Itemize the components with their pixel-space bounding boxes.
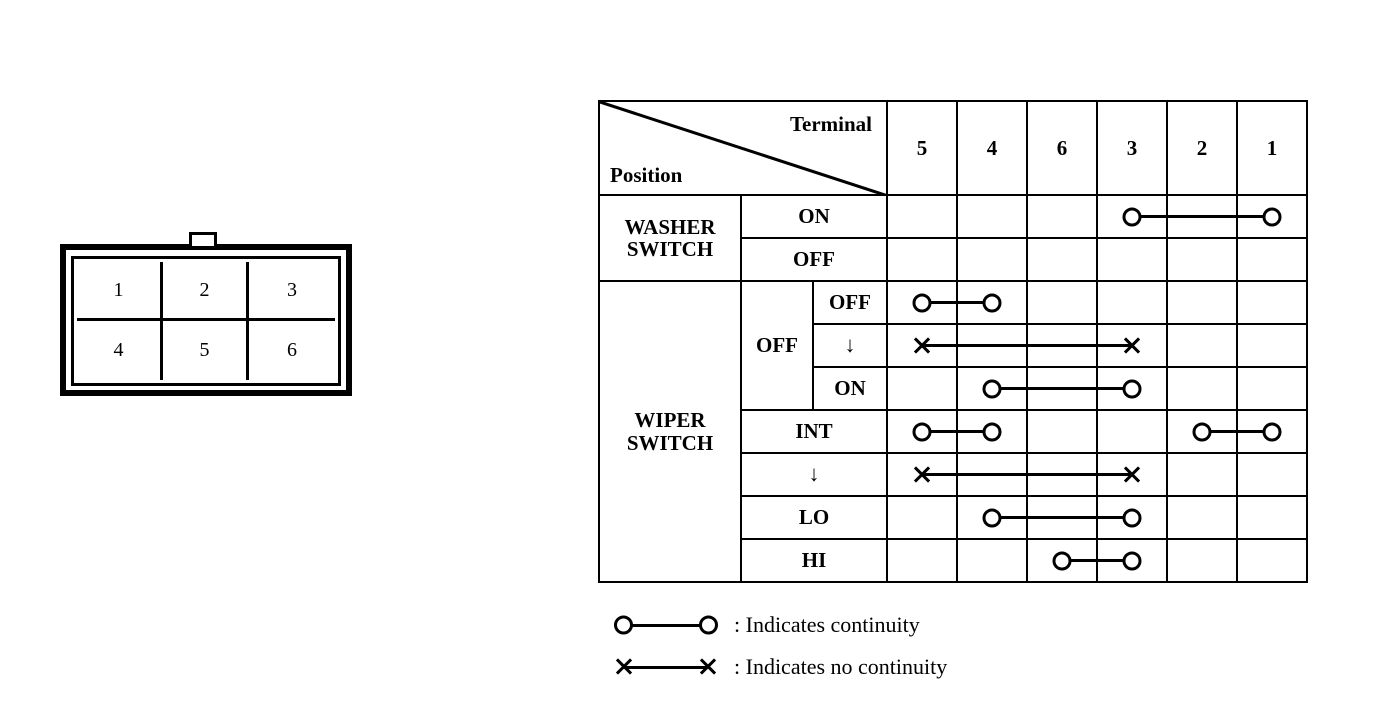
connector-pin-3-label: 3 bbox=[287, 278, 297, 301]
legend-item-no-continuity bbox=[612, 646, 947, 688]
sub-group-label-off: OFF bbox=[741, 281, 813, 410]
connector-pin-3 bbox=[249, 262, 335, 321]
row-label-wiper-mist bbox=[741, 453, 887, 496]
cell-wiper-mist-t2 bbox=[1167, 453, 1237, 496]
cell-wiper-lo-t1 bbox=[1237, 496, 1307, 539]
cell-wiper-off-mist-t5 bbox=[887, 324, 957, 367]
table-row bbox=[599, 195, 1307, 238]
cell-washer-off-t2 bbox=[1167, 238, 1237, 281]
connector-pin-2 bbox=[163, 262, 249, 321]
connector-pin-2-label: 2 bbox=[199, 278, 210, 301]
cell-wiper-lo-t3 bbox=[1097, 496, 1167, 539]
cell-wiper-hi-t4 bbox=[957, 539, 1027, 582]
row-label-wiper-int: INT bbox=[741, 410, 887, 453]
cell-wiper-lo-t2 bbox=[1167, 496, 1237, 539]
continuity-circle-icon bbox=[1123, 551, 1142, 570]
legend-no-continuity-label: : Indicates no continuity bbox=[734, 654, 948, 679]
connector-pin-4 bbox=[77, 321, 163, 380]
no-continuity-line bbox=[1026, 344, 1098, 347]
cell-wiper-hi-t5 bbox=[887, 539, 957, 582]
cell-wiper-hi-t6 bbox=[1027, 539, 1097, 582]
cell-wiper-int-t4 bbox=[957, 410, 1027, 453]
cell-wiper-off-on-t4 bbox=[957, 367, 1027, 410]
cell-wiper-off-off-t6 bbox=[1027, 281, 1097, 324]
cell-wiper-off-off-t5 bbox=[887, 281, 957, 324]
cell-wiper-lo-t5 bbox=[887, 496, 957, 539]
position-axis-label: Position bbox=[610, 163, 683, 187]
row-label-wiper-lo: LO bbox=[741, 496, 887, 539]
continuity-circle-icon bbox=[1193, 422, 1212, 441]
cell-wiper-mist-t1 bbox=[1237, 453, 1307, 496]
continuity-circle-icon bbox=[1123, 379, 1142, 398]
down-arrow-icon: ↓ bbox=[844, 332, 856, 357]
terminal-col-header-2: 2 bbox=[1167, 101, 1237, 195]
cell-wiper-off-mist-t3 bbox=[1097, 324, 1167, 367]
continuity-circle-icon bbox=[983, 422, 1002, 441]
cell-wiper-int-t5 bbox=[887, 410, 957, 453]
cell-washer-off-t4 bbox=[957, 238, 1027, 281]
continuity-table-container bbox=[598, 100, 1308, 583]
connector-locking-tab bbox=[189, 232, 217, 246]
connector-pin-5 bbox=[163, 321, 249, 380]
cell-wiper-off-on-t3 bbox=[1097, 367, 1167, 410]
table-row bbox=[599, 281, 1307, 324]
no-continuity-x-icon bbox=[912, 465, 932, 485]
cell-wiper-off-mist-t2 bbox=[1167, 324, 1237, 367]
cell-wiper-mist-t5 bbox=[887, 453, 957, 496]
cell-wiper-off-off-t3 bbox=[1097, 281, 1167, 324]
no-continuity-x-icon bbox=[1122, 336, 1142, 356]
no-continuity-line bbox=[956, 344, 1028, 347]
row-label-wiper-off-on: ON bbox=[813, 367, 887, 410]
group-label-wiper-switch bbox=[599, 281, 741, 582]
terminal-col-header-4: 4 bbox=[957, 101, 1027, 195]
continuity-circle-icon bbox=[913, 293, 932, 312]
group-label-washer-line1: WASHER bbox=[624, 214, 716, 239]
table-header-row bbox=[599, 101, 1307, 195]
cell-wiper-int-t3 bbox=[1097, 410, 1167, 453]
cell-wiper-hi-t1 bbox=[1237, 539, 1307, 582]
terminal-col-header-5: 5 bbox=[887, 101, 957, 195]
cell-washer-on-t3 bbox=[1097, 195, 1167, 238]
cell-wiper-off-off-t1 bbox=[1237, 281, 1307, 324]
cell-wiper-mist-t6 bbox=[1027, 453, 1097, 496]
continuity-line bbox=[1166, 215, 1238, 218]
cell-washer-off-t5 bbox=[887, 238, 957, 281]
legend-item-continuity bbox=[612, 604, 947, 646]
continuity-circle-icon bbox=[1123, 207, 1142, 226]
connector-pin-1-label: 1 bbox=[113, 278, 124, 301]
continuity-line bbox=[1026, 516, 1098, 519]
row-label-wiper-off-off: OFF bbox=[813, 281, 887, 324]
cell-washer-off-t3 bbox=[1097, 238, 1167, 281]
cell-wiper-int-t6 bbox=[1027, 410, 1097, 453]
terminal-col-header-6: 6 bbox=[1027, 101, 1097, 195]
row-label-wiper-hi: HI bbox=[741, 539, 887, 582]
cell-washer-on-t5 bbox=[887, 195, 957, 238]
cell-wiper-hi-t2 bbox=[1167, 539, 1237, 582]
cell-wiper-mist-t3 bbox=[1097, 453, 1167, 496]
continuity-circle-icon bbox=[1053, 551, 1072, 570]
cell-wiper-off-off-t2 bbox=[1167, 281, 1237, 324]
no-continuity-line bbox=[956, 473, 1028, 476]
cell-wiper-int-t1 bbox=[1237, 410, 1307, 453]
continuity-circle-icon bbox=[1263, 422, 1282, 441]
continuity-circle-icon bbox=[983, 293, 1002, 312]
connector-pin-4-label: 4 bbox=[113, 339, 124, 361]
group-label-washer-switch bbox=[599, 195, 741, 281]
cell-wiper-int-t2 bbox=[1167, 410, 1237, 453]
cell-wiper-off-on-t6 bbox=[1027, 367, 1097, 410]
row-label-washer-on: ON bbox=[741, 195, 887, 238]
terminal-col-header-3: 3 bbox=[1097, 101, 1167, 195]
cell-washer-off-t6 bbox=[1027, 238, 1097, 281]
no-continuity-x-icon bbox=[912, 336, 932, 356]
continuity-circle-icon bbox=[983, 508, 1002, 527]
terminal-axis-label: Terminal bbox=[789, 112, 872, 136]
connector-diagram bbox=[55, 232, 355, 407]
cell-wiper-hi-t3 bbox=[1097, 539, 1167, 582]
cell-washer-on-t1 bbox=[1237, 195, 1307, 238]
cell-wiper-off-on-t2 bbox=[1167, 367, 1237, 410]
cell-wiper-off-off-t4 bbox=[957, 281, 1027, 324]
cell-washer-off-t1 bbox=[1237, 238, 1307, 281]
continuity-circle-icon bbox=[913, 422, 932, 441]
group-label-wiper-line1: WIPER bbox=[634, 408, 706, 433]
cell-wiper-off-on-t5 bbox=[887, 367, 957, 410]
connector-terminal-grid bbox=[77, 262, 335, 380]
cell-wiper-off-mist-t1 bbox=[1237, 324, 1307, 367]
cell-washer-on-t4 bbox=[957, 195, 1027, 238]
connector-pin-1 bbox=[77, 262, 163, 321]
no-continuity-line bbox=[1026, 473, 1098, 476]
cell-wiper-lo-t6 bbox=[1027, 496, 1097, 539]
cell-washer-on-t6 bbox=[1027, 195, 1097, 238]
cell-wiper-off-on-t1 bbox=[1237, 367, 1307, 410]
continuity-line bbox=[1026, 387, 1098, 390]
row-label-washer-off: OFF bbox=[741, 238, 887, 281]
row-label-wiper-off-mist bbox=[813, 324, 887, 367]
cell-wiper-off-mist-t4 bbox=[957, 324, 1027, 367]
continuity-symbol-icon bbox=[612, 612, 720, 638]
continuity-table bbox=[598, 100, 1308, 583]
legend bbox=[612, 604, 947, 688]
continuity-circle-icon bbox=[983, 379, 1002, 398]
cell-wiper-mist-t4 bbox=[957, 453, 1027, 496]
table-corner-header bbox=[599, 101, 887, 195]
no-continuity-symbol-icon bbox=[612, 654, 720, 680]
group-label-wiper-line2: SWITCH bbox=[626, 430, 714, 455]
down-arrow-icon: ↓ bbox=[808, 461, 820, 486]
legend-continuity-label: : Indicates continuity bbox=[734, 612, 920, 637]
connector-pin-6-label: 6 bbox=[287, 339, 297, 361]
cell-wiper-lo-t4 bbox=[957, 496, 1027, 539]
group-label-washer-line2: SWITCH bbox=[626, 237, 714, 261]
cell-wiper-off-mist-t6 bbox=[1027, 324, 1097, 367]
terminal-col-header-1: 1 bbox=[1237, 101, 1307, 195]
connector-pin-6 bbox=[249, 321, 335, 380]
connector-pin-5-label: 5 bbox=[199, 339, 210, 361]
continuity-circle-icon bbox=[1263, 207, 1282, 226]
cell-washer-on-t2 bbox=[1167, 195, 1237, 238]
continuity-circle-icon bbox=[1123, 508, 1142, 527]
no-continuity-x-icon bbox=[1122, 465, 1142, 485]
